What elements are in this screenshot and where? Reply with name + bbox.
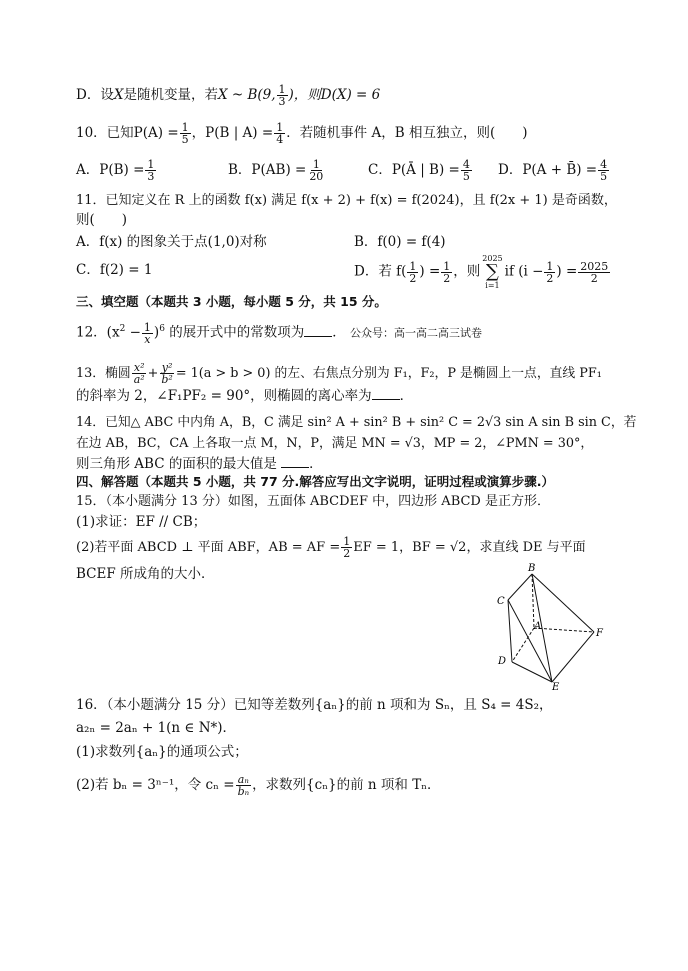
q10-option-a: A．P(B) = $\frac{1}{3}$: [76, 158, 155, 183]
q14-line-2: 在边 AB，BC，CA 上各取一点 M，N，P，满足 MN = √3，MP = 2，∠PMN = 30°，: [76, 436, 594, 451]
edge-ef: [552, 632, 594, 682]
pentahedron-figure: [492, 562, 612, 692]
q11-option-a: A．f(x) 的图象关于点(1,0)对称: [76, 234, 267, 250]
q15-part-2: (2)若平面 ABCD ⊥ 平面 ABF，AB = AF = $\frac{1}{2}$ EF = 1，BF = √2，求直线 DE 与平面: [76, 535, 586, 560]
q16-part-2: (2)若 bₙ = 3ⁿ⁻¹，令 cₙ = $\frac{\text{aₙ}}{\text{bₙ}}$ ，求数列{cₙ}的前 n 项和 Tₙ．: [76, 773, 441, 798]
q13-line-1: 13．椭圆 $\frac{\text{x²}}{\text{a²}}$ + $\frac{\text{y²}}{\text{b²}}$ = 1(a > b > 0) 的左、右焦点分别为 F₁，F₂，P 是椭圆上一点，直线 PF₁: [76, 361, 602, 386]
q10-option-c: C．P(Ā | B) = $\frac{4}{5}$: [368, 158, 470, 183]
vertex-label-b: B: [528, 563, 536, 574]
q12-answer-blank[interactable]: [304, 326, 332, 337]
q10-option-b: B．P(AB) = $\frac{1}{20}$: [228, 158, 324, 183]
q13-answer-blank[interactable]: [372, 389, 400, 400]
q14-answer-blank[interactable]: [281, 457, 309, 468]
q10-stem: 10．已知P(A) = $\frac{1}{5}$ ，P(B | A) = $\frac{1}{4}$ ．若随机事件 A，B 相互独立，则( ): [76, 121, 528, 146]
vertex-label-f: F: [596, 628, 603, 639]
q15-part-1: (1)求证：EF // CB；: [76, 514, 207, 530]
q10-option-d: D．P(A + B̄) = $\frac{4}{5}$: [498, 158, 608, 183]
watermark-text: 公众号：高一高二高三试卷: [350, 326, 483, 340]
edge-cb: [508, 574, 532, 600]
vertex-label-a: A: [534, 621, 542, 632]
q11-option-b: B．f(0) = f(4): [354, 234, 446, 250]
vertex-label-c: C: [497, 596, 505, 607]
q14-line-3: 则三角形 ABC 的面积的最大值是 ．: [76, 456, 323, 472]
summation-symbol: 2025 ∑ i=1: [482, 254, 503, 290]
q9-option-d: D．设X是随机变量，若X ~ B(9, $\frac{1}{3}$ )，则D(X) = 6: [76, 83, 381, 108]
q14-line-1: 14．已知△ ABC 中内角 A，B，C 满足 sin² A + sin² B + sin² C = 2√3 sin A sin B sin C，若: [76, 415, 637, 430]
edge-ce: [508, 600, 552, 682]
q11-stem-2: 则( ): [76, 212, 128, 228]
q13-line-2: 的斜率为 2，∠F₁PF₂ = 90°，则椭圆的离心率为 ．: [76, 388, 414, 404]
vertex-label-d: D: [498, 656, 507, 667]
q15-stem: 15．（本小题满分 13 分）如图，五面体 ABCDEF 中，四边形 ABCD 是正方形．: [76, 494, 550, 509]
edge-cd: [508, 600, 512, 662]
q11-stem: 11．已知定义在 R 上的函数 f(x) 满足 f(x + 2) + f(x) = f(2024)，且 f(2x + 1) 是奇函数，: [76, 193, 617, 208]
q15-part-2-cont: BCEF 所成角的大小．: [76, 566, 215, 582]
section-3-heading: 三、填空题（本题共 3 小题，每小题 5 分，共 15 分。: [76, 294, 387, 309]
vertex-label-e: E: [552, 682, 560, 692]
section-4-heading: 四、解答题（本题共 5 小题，共 77 分.解答应写出文字说明，证明过程或演算步骤.）: [76, 474, 554, 489]
q16-part-1: (1)求数列{aₙ}的通项公式；: [76, 744, 248, 760]
edge-de: [512, 662, 552, 682]
q12: 12．($x^2$ − $\frac{1}{x}$ )$^6$ 的展开式中的常数项为 ． 公众号：高一高二高三试卷: [76, 320, 483, 346]
edge-ad-hidden: [512, 628, 534, 662]
q11-option-c: C．f(2) = 1: [76, 262, 153, 278]
q16-stem: 16．（本小题满分 15 分）已知等差数列{aₙ}的前 n 项和为 Sₙ，且 S₄ = 4S₂，: [76, 697, 553, 713]
q11-option-d: D．若 f( $\frac{1}{2}$ ) = $\frac{1}{2}$ ，则 2025 ∑ i=1 if (i − $\frac{1}{2}$ ) = $\frac{2025}{2}$: [354, 254, 609, 290]
q16-stem-2: a₂ₙ = 2aₙ + 1(n ∈ N*)．: [76, 720, 237, 736]
